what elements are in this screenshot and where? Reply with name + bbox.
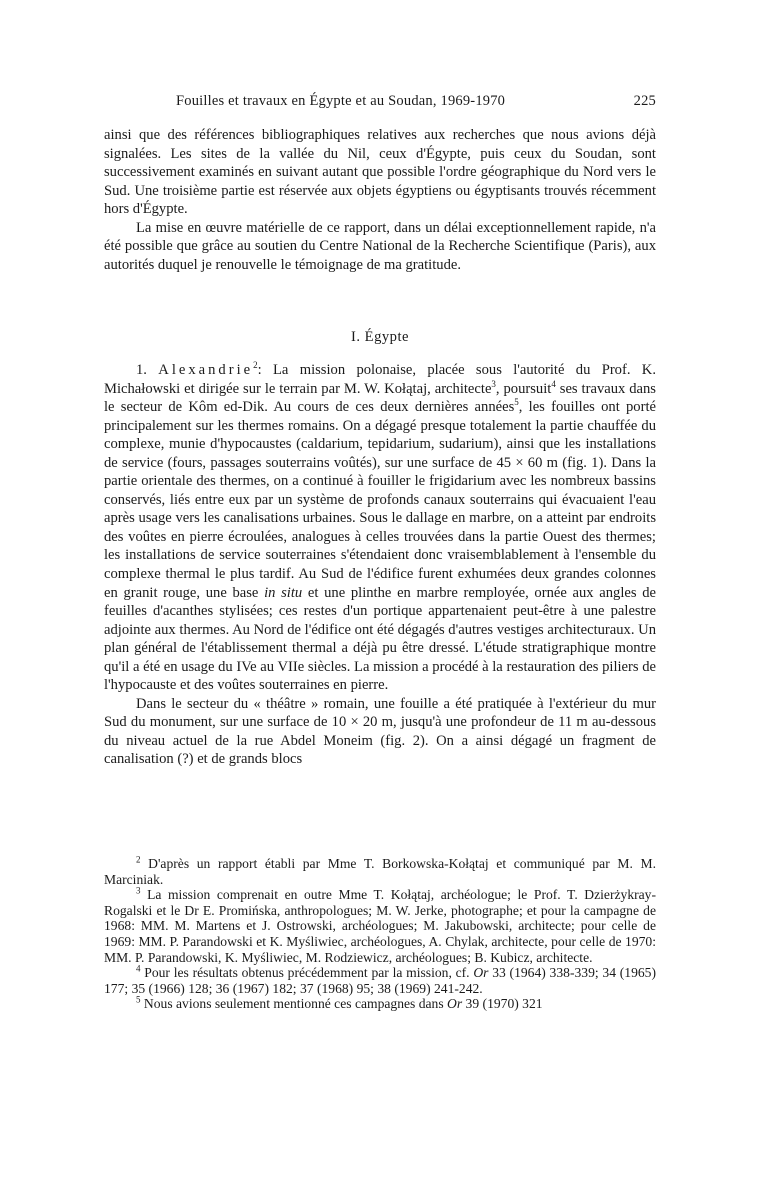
entry-text-f: au — [256, 658, 278, 675]
entry-text-d: , les fouilles ont porté principalement sur les thermes romains. On a dégagé presque totalement la partie chauffée du complexe, munie d'hypocaustes (caldarium, tepidarium, sudarium), ainsi que les installations de service (fours, passages souterrains voûtés), sur une surface de 45 × 60 m (fig. 1). Dans la partie orientale des thermes, on a continué à fouiller le frigidarium avec les nombreux bassins conservés, liés entre eux par un système de profonds canaux souterrains qui évacuaient l'eau après usage vers les canalisations urbaines. Sous le dallage en marbre, on a atteint par endroits des voûtes en pierre écroulées, analogues à celles trouvées dans la partie Ouest des thermes; les installations de service souterraines s'étendaient donc vraisemblablement à l'ensemble du complexe thermal le plus tardif. Au Sud de l'édifice furent exhumées deux grandes colonnes en granit rouge, une base — [104, 399, 656, 601]
entry-text-c: ses travaux dans le secteur de Kôm ed-Dik. Au cours de ces deux dernières années — [104, 380, 656, 416]
journal-abbrev: Or — [447, 996, 463, 1012]
intro-text — [104, 126, 656, 274]
journal-abbrev: Or — [473, 965, 489, 981]
century-start: IVe — [236, 658, 257, 675]
intro-paragraph-1: ainsi que des références bibliographiques relatives aux recherches que nous avions déjà signalées. Les sites de la vallée du Nil, ceux d'Égypte, puis ceux du Soudan, sont successivement examinés en suivant autant que possible l'ordre géographique du Nord vers le Sud. Une troisième partie est réservée aux objets égyptiens ou égyptisants trouvés récemment hors d'Égypte. — [104, 127, 656, 218]
footnote-text: Pour les résultats obtenus précédemment par la mission, cf. — [144, 965, 474, 981]
entry-text-e: et une plinthe en marbre remployée, ornée aux angles de feuilles d'acanthes stylisées; ces restes d'un portique appartenaient peut-être à une palestre adjointe aux thermes. Au Nord de l'édifice ont été dégagés d'autres vestiges architecturaux. Un plan général de l'établissement thermal a déjà pu être dressé. L'étude stratigraphique montre qu'il a été en usage du — [104, 584, 657, 675]
footnote-number: 4 — [136, 963, 141, 974]
footnote-number: 3 — [136, 885, 141, 896]
entry-text-a: : La mission polonaise, placée sous l'autorité du Prof. K. Michałowski et dirigée sur le terrain par M. W. Kołątaj, architecte — [104, 362, 656, 397]
footnote-2 — [104, 856, 656, 887]
footnote-4 — [104, 965, 656, 996]
footnote-ref-4: 4 — [551, 378, 556, 389]
footnote-5 — [104, 996, 656, 1012]
running-header — [104, 93, 656, 113]
century-end: VIIe — [277, 658, 305, 675]
in-situ-italic: in situ — [264, 584, 303, 601]
footnotes — [104, 856, 656, 1012]
footnote-number: 5 — [136, 994, 141, 1005]
footnote-ref-3: 3 — [491, 378, 496, 389]
entry-paragraph-2: Dans le secteur du « théâtre » romain, une fouille a été pratiquée à l'extérieur du mur Sud du monument, sur une surface de 10 × 20 m, jusqu'à une profondeur de 11 m au-dessous du niveau actuel de la rue Abdel Moneim (fig. 2). On a ainsi dégagé un fragment de canalisation (?) et de grands blocs — [104, 695, 656, 768]
running-title: Fouilles et travaux en Égypte et au Soudan, 1969-1970 — [176, 93, 506, 109]
site-name: Alexandrie — [158, 362, 254, 378]
section-heading: I. Égypte — [351, 329, 409, 345]
footnote-text: Nous avions seulement mentionné ces campagnes dans — [143, 996, 448, 1012]
footnote-text: 39 (1970) 321 — [462, 996, 543, 1012]
intro-paragraph-2: La mise en œuvre matérielle de ce rapport, dans un délai exceptionnellement rapide, n'a été possible que grâce au soutien du Centre National de la Recherche Scientifique (Paris), aux autorités duquel je renouvelle le témoignage de ma gratitude. — [104, 219, 656, 273]
entry-text-b: , poursuit — [495, 380, 552, 397]
entry-alexandrie — [104, 361, 656, 769]
entry-number: 1. — [136, 362, 147, 378]
entry-text-g: siècles. La mission a procédé à la restauration des piliers de l'hypocauste et des voûtes souterraines en pierre. — [104, 658, 656, 694]
footnote-text: La mission comprenait en outre Mme T. Kołątaj, archéologue; le Prof. T. Dzierżykray-Rogalski et le Dr E. Promińska, anthropologues; M. W. Jerke, photographe; et pour la campagne de 1968: MM. M. Martens et J. Ostrowski, archéologues; M. Jakubowski, architecte; pour celle de 1969: MM. P. Parandowski et K. Myśliwiec, archéologues, A. Chylak, architecte, pour celle de 1970: MM. P. Parandowski, K. Myśliwiec, M. Rodziewicz, archéologues; B. Kubicz, architecte. — [104, 887, 656, 965]
footnote-text: 33 (1964) 338-339; 34 (1965) 177; 35 (1966) 128; 36 (1967) 182; 37 (1968) 95; 38 (1969) 241-242. — [104, 965, 656, 996]
entry-paragraph-1 — [104, 361, 656, 695]
footnote-3 — [104, 887, 656, 965]
footnote-text: D'après un rapport établi par Mme T. Borkowska-Kołątaj et communiqué par M. M. Marciniak. — [104, 856, 656, 887]
footnote-ref-5: 5 — [514, 397, 519, 408]
page-number: 225 — [633, 93, 656, 109]
footnote-ref-2: 2 — [253, 360, 258, 371]
footnote-number: 2 — [136, 854, 141, 865]
